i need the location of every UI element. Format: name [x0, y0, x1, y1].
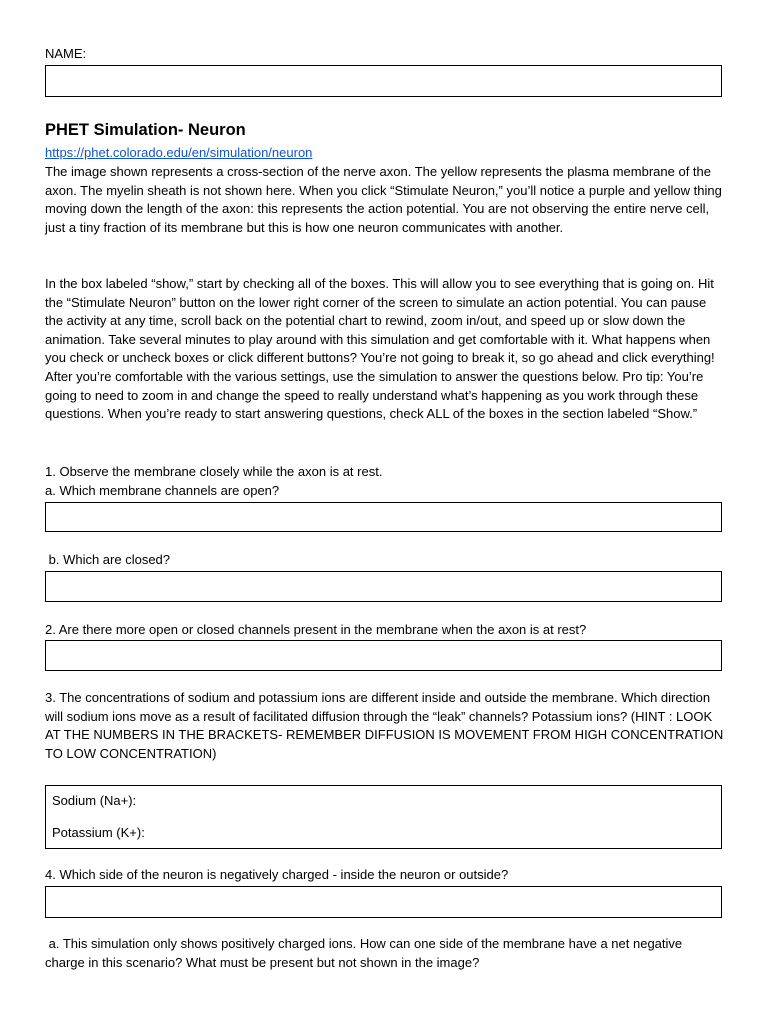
- answer-box-2[interactable]: [45, 640, 722, 671]
- question-1b: b. Which are closed?: [45, 552, 171, 567]
- name-field[interactable]: [45, 65, 722, 97]
- sodium-label: Sodium (Na+):: [52, 793, 137, 808]
- question-2: 2. Are there more open or closed channels present in the membrane when the axon is at rest?: [45, 622, 587, 637]
- potassium-label: Potassium (K+):: [52, 824, 145, 840]
- answer-box-4[interactable]: [45, 886, 722, 918]
- name-label: NAME:: [45, 46, 87, 61]
- answer-box-1a[interactable]: [45, 502, 722, 532]
- question-4a: a. This simulation only shows positively charged ions. How can one side of the membrane have a net negative charge in this scenario? What must be present but not shown in the image?: [45, 936, 686, 970]
- answer-box-3[interactable]: [45, 785, 722, 849]
- question-1: 1. Observe the membrane closely while the axon is at rest.: [45, 464, 383, 479]
- answer-box-1b[interactable]: [45, 571, 722, 602]
- question-1a: a. Which membrane channels are open?: [45, 483, 280, 498]
- page-title: PHET Simulation- Neuron: [45, 121, 246, 139]
- intro-paragraph: The image shown represents a cross-section of the nerve axon. The yellow represents the plasma membrane of the axon. The myelin sheath is not shown here. When you click “Stimulate Neuron,” you’ll notice a purple and yellow thing moving down the length of the axon: this represents the action potential. You are not observing the entire nerve cell, just a tiny fraction of its membrane but this is how one neuron communicates with another.: [45, 164, 722, 235]
- question-4: 4. Which side of the neuron is negatively charged - inside the neuron or outside?: [45, 867, 509, 882]
- instructions-paragraph: In the box labeled “show,” start by checking all of the boxes. This will allow you to see everything that is going on. Hit the “Stimulate Neuron” button on the lower right corner of the screen to simulate an action potential. You can pause the activity at any time, scroll back on the potential chart to rewind, zoom in/out, and speed up or slow down the animation. Take several minutes to play around with this simulation and get comfortable with it. What happens when you check or uncheck boxes or click different buttons? You’re not going to break it, so go ahead and click everything! After you’re comfortable with the various settings, use the simulation to answer the questions below. Pro tip: You’re going to need to zoom in and change the speed to really understand what’s happening as you work through these questions. When you’re ready to start answering questions, check ALL of the boxes in the section labeled “Show.”: [45, 276, 715, 422]
- simulation-link[interactable]: https://phet.colorado.edu/en/simulation/neuron: [45, 145, 313, 160]
- question-3: 3. The concentrations of sodium and potassium ions are different inside and outside the membrane. Which direction will sodium ions move as a result of facilitated diffusion through the “leak” channels? Potassium ions? (HINT : LOOK AT THE NUMBERS IN THE BRACKETS- REMEMBER DIFFUSION IS MOVEMENT FROM HIGH CONCENTRATION TO LOW CONCENTRATION): [45, 690, 724, 761]
